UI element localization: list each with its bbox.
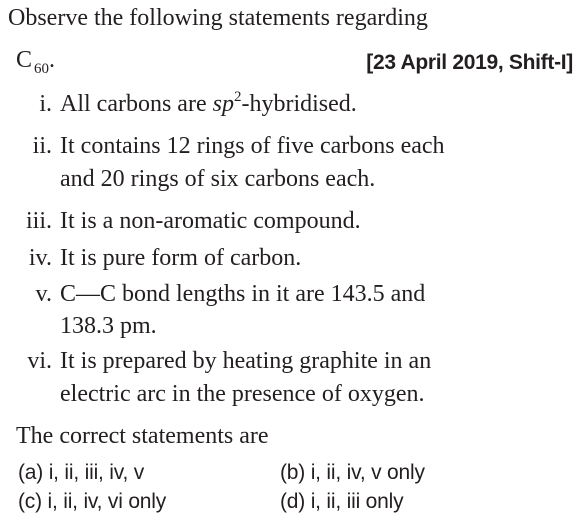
statement-text-line1: C—C bond lengths in it are 143.5 and: [60, 281, 426, 307]
statement-text: [60, 88, 357, 123]
hybrid-symbol: sp: [212, 91, 234, 117]
statement-numeral: ii.: [32, 133, 52, 159]
statement-numeral: i.: [39, 91, 52, 117]
statement-text-line1: It is pure form of carbon.: [60, 245, 302, 271]
statement-numeral: iii.: [25, 208, 52, 234]
answer-prompt: The correct statements are: [16, 423, 269, 449]
exam-source: [23 April 2019, Shift-I]: [366, 51, 573, 74]
option-b[interactable]: (b) i, ii, iv, v only: [280, 461, 425, 484]
statement-numeral: vi.: [27, 348, 52, 374]
hybrid-superscript: 2: [233, 89, 242, 105]
statement-text-line1: It contains 12 rings of five carbons each: [60, 133, 445, 159]
compound-base: C: [16, 47, 33, 73]
statement-text-part: All carbons are: [60, 91, 213, 117]
option-c[interactable]: (c) i, ii, iv, vi only: [18, 490, 167, 513]
option-d[interactable]: (d) i, ii, iii only: [280, 490, 404, 513]
statement-text-line2: 138.3 pm.: [60, 313, 157, 339]
statement-text-line1: It is a non-aromatic compound.: [60, 208, 361, 234]
option-a[interactable]: (a) i, ii, iii, iv, v: [18, 461, 145, 484]
statement-numeral: iv.: [28, 245, 52, 271]
statement-text-line2: and 20 rings of six carbons each.: [60, 166, 376, 192]
compound-name: [16, 44, 55, 79]
compound-subscript: 60: [34, 61, 50, 77]
statement-text-line1: It is prepared by heating graphite in an: [60, 348, 432, 374]
statement-text-part: -hybridised.: [241, 91, 357, 117]
compound-period: .: [49, 47, 56, 73]
statement-text-line2: electric arc in the presence of oxygen.: [60, 381, 425, 407]
question-intro: Observe the following statements regarding: [8, 5, 428, 31]
statement-numeral: v.: [35, 281, 52, 307]
